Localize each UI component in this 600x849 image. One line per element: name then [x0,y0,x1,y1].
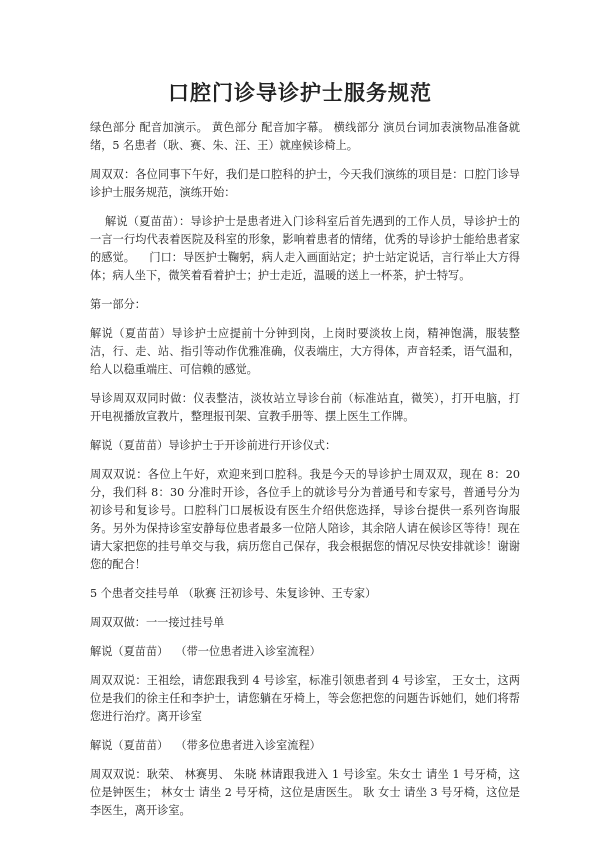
paragraph-narration-opening-ceremony: 解说（夏苗苗）导诊护士于开诊前进行开诊仪式： [90,439,337,452]
paragraph-narration-preparation: 解说（夏苗苗）导诊护士应提前十分钟到岗，上岗时要淡妆上岗，精神饱满，服装整洁，行、走、站、指引等动作优雅准确，仪表端庄，大方得体，声音轻柔，语气温和，给人以稳重端庄、可信赖的感觉。 [90,327,520,376]
paragraph-single-patient-guidance: 周双双说：王祖绘，请您跟我到 4 号诊室，标准引领患者到 4 号诊室， 王女士，这两位是我们的徐主任和李护士，请您躺在牙椅上，等会您把您的问题告诉她们，她们将帮您进行治疗。离开诊室 [90,674,520,723]
page-title: 口腔门诊导诊护士服务规范 [168,80,432,105]
paragraph-nurse-actions: 导诊周双双同时做：仪表整洁，淡妆站立导诊台前（标准站直，微笑），打开电脑，打开电视播放宣教片，整理报刊架、宣教手册等、摆上医生工作牌。 [90,392,520,423]
paragraph-multiple-patient-guidance: 周双双说：耿荣、 林赛男、 朱晓 林请跟我进入 1 号诊室。朱女士 请坐 1 号牙椅，这位是钟医生； 林女士 请坐 2 号牙椅，这位是唐医生。 耿 女士 请坐 3 号牙椅，这位是李医生，离开诊室。 [90,768,520,817]
paragraph-narration-multiple-patients: 解说（夏苗苗） （带多位患者进入诊室流程） [90,739,321,752]
paragraph-narration-intro: 解说（夏苗苗）：导诊护士是患者进入门诊科室后首先遇到的工作人员，导诊护士的一言一行均代表着医院及科室的形象，影响着患者的情绪，优秀的导诊护士能给患者家的感觉。 门口：导医护士鞠躬，病人走入画面站定；护士站定说话，言行举止大方得体；病人坐下，微笑着看着护士；护士走近，温暖的送上一杯茶，护士特写。 [90,215,520,282]
paragraph-nurse-welcome-speech: 周双双说：各位上午好，欢迎来到口腔科。我是今天的导诊护士周双双，现在 8：20 分，我们科 8：30 分准时开诊，各位手上的就诊号分为普通号和专家号，普通号分为初诊号和复诊号。口腔科门口展板设有医生介绍供您选择，导诊台提供一系列咨询服务。另外为保持诊室安静每位患者最多一位陪人陪诊，其余陪人请在候诊区等待！现在请大家把您的挂号单交与我，病历您自己保存，我会根据您的情况尽快安排就诊！谢谢您的配合！ [90,468,520,571]
paragraph-opening-speech: 周双双：各位同事下午好，我们是口腔科的护士，今天我们演练的项目是：口腔门诊导诊护士服务规范，演练开始： [90,168,520,199]
document-body [90,119,520,831]
paragraph-nurse-receives: 周双双做：一一接过挂号单 [90,616,225,629]
paragraph-legend: 绿色部分 配音加演示。 黄色部分 配音加字幕。 横线部分 演员台词加表演物品准备就绪，5 名患者（耿、赛、朱、汪、王）就座候诊椅上。 [90,121,520,152]
paragraph-part-one-heading: 第一部分： [90,298,146,311]
paragraph-patients-hand-in: 5 个患者交挂号单 （耿赛 汪初诊号、朱复诊钟、王专家） [90,587,377,600]
paragraph-narration-single-patient: 解说（夏苗苗） （带一位患者进入诊室流程） [90,645,321,658]
